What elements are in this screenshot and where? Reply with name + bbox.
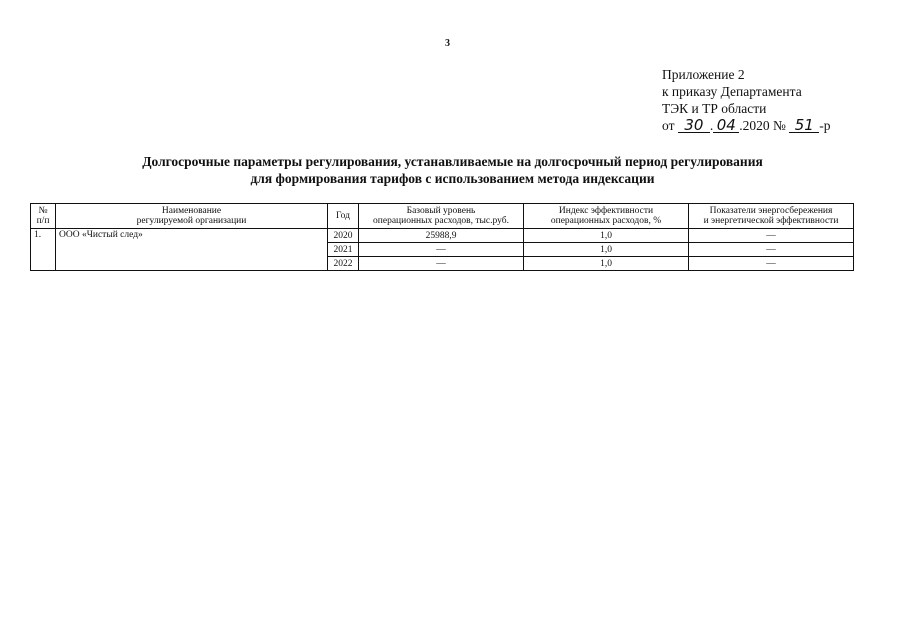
header-no: [31, 204, 56, 229]
appendix-line3: ТЭК и ТР области: [662, 101, 767, 116]
base-level-cell: 25988,9: [359, 229, 524, 243]
energy-saving-cell: —: [689, 243, 854, 257]
handwritten-month: 04: [713, 118, 739, 133]
header-index-line1: Индекс эффективности: [558, 206, 654, 216]
title-line1: Долгосрочные параметры регулирования, устанавливаемые на долгосрочный период регулирования: [142, 154, 763, 169]
page-number: 3: [445, 38, 450, 49]
year-cell: 2021: [328, 243, 359, 257]
efficiency-index-cell: 1,0: [524, 243, 689, 257]
appendix-date-line: [662, 117, 831, 134]
header-year-line1: Год: [336, 211, 350, 221]
header-org-line2: регулируемой организации: [136, 216, 247, 226]
parameters-table: [30, 203, 854, 271]
appendix-header: [662, 66, 831, 134]
header-no-line2: п/п: [36, 216, 50, 226]
efficiency-index-cell: 1,0: [524, 257, 689, 271]
table-header-row: [31, 204, 854, 229]
header-base-line1: Базовый уровень: [406, 206, 476, 216]
table-row: [31, 229, 854, 243]
header-base-level: [359, 204, 524, 229]
header-energy-saving: [689, 204, 854, 229]
year-cell: 2022: [328, 257, 359, 271]
date-prefix: от: [662, 118, 675, 133]
header-organization: [56, 204, 328, 229]
header-energy-line2: и энергетической эффективности: [703, 216, 839, 226]
header-year: [328, 204, 359, 229]
header-index-line2: операционных расходов, %: [550, 216, 662, 226]
header-org-line1: Наименование: [161, 206, 222, 216]
row-number: 1.: [31, 229, 56, 271]
title-line2: для формирования тарифов с использованием метода индексации: [250, 171, 655, 186]
energy-saving-cell: —: [689, 229, 854, 243]
efficiency-index-cell: 1,0: [524, 229, 689, 243]
document-title: [0, 153, 905, 187]
handwritten-order-number: 51: [789, 118, 819, 133]
year-cell: 2020: [328, 229, 359, 243]
appendix-line2: к приказу Департамента: [662, 84, 802, 99]
date-dot: .: [709, 118, 714, 133]
year-and-number-label: .2020 №: [739, 118, 786, 133]
header-efficiency-index: [524, 204, 689, 229]
base-level-cell: —: [359, 243, 524, 257]
appendix-line1: Приложение 2: [662, 67, 745, 82]
organization-name: ООО «Чистый след»: [56, 229, 328, 271]
header-energy-line1: Показатели энергосбережения: [709, 206, 833, 216]
header-no-line1: №: [38, 206, 48, 216]
header-base-line2: операционных расходов, тыс.руб.: [373, 216, 509, 226]
handwritten-day: 30: [678, 118, 710, 133]
base-level-cell: —: [359, 257, 524, 271]
order-suffix: -р: [819, 118, 831, 133]
energy-saving-cell: —: [689, 257, 854, 271]
